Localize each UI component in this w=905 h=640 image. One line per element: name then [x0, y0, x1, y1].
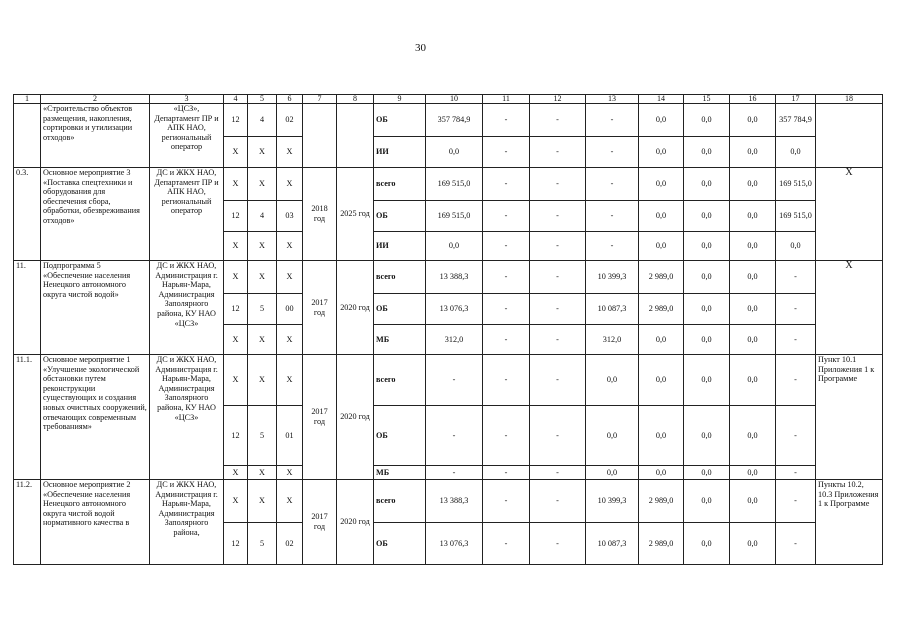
- code-gp-cell: 5: [248, 523, 277, 565]
- amount-cell-c17: -: [776, 355, 816, 406]
- amount-cell-c10: 13 076,3: [426, 523, 483, 565]
- amount-cell-c10: 312,0: [426, 325, 483, 355]
- amount-cell-c17: -: [776, 406, 816, 466]
- funding-source-cell: всего: [374, 480, 426, 523]
- column-header-10: 10: [426, 95, 483, 104]
- reference-note-cell: Х: [816, 261, 883, 355]
- code-grbs-cell: Х: [224, 232, 248, 261]
- amount-cell-c17: 0,0: [776, 137, 816, 168]
- code-grbs-cell: 12: [224, 294, 248, 325]
- amount-cell-c11: -: [483, 294, 530, 325]
- code-grbs-cell: Х: [224, 355, 248, 406]
- executor-cell: ДС и ЖКХ НАО, Администрация г. Нарьян-Мара, Администрация Заполярного района, КУ НАО «ЦСЗ»: [150, 261, 224, 355]
- amount-cell-c12: -: [530, 261, 586, 294]
- amount-cell-c16: 0,0: [730, 325, 776, 355]
- amount-cell-c17: 169 515,0: [776, 168, 816, 201]
- code-gp-cell: 5: [248, 294, 277, 325]
- amount-cell-c10: 13 388,3: [426, 261, 483, 294]
- end-year-cell: 2025 год: [337, 168, 374, 261]
- table-row: [14, 480, 883, 523]
- amount-cell-c16: 0,0: [730, 480, 776, 523]
- code-gp-cell: Х: [248, 261, 277, 294]
- amount-cell-c13: 10 087,3: [586, 523, 639, 565]
- amount-cell-c12: -: [530, 466, 586, 480]
- amount-cell-c17: -: [776, 480, 816, 523]
- amount-cell-c11: -: [483, 466, 530, 480]
- funding-source-cell: ИИ: [374, 232, 426, 261]
- amount-cell-c13: 312,0: [586, 325, 639, 355]
- row-number-cell: 11.2.: [14, 480, 41, 565]
- column-header-16: 16: [730, 95, 776, 104]
- code-pp-cell: 01: [277, 406, 303, 466]
- amount-cell-c12: -: [530, 325, 586, 355]
- amount-cell-c15: 0,0: [684, 325, 730, 355]
- amount-cell-c14: 0,0: [639, 104, 684, 137]
- column-header-3: 3: [150, 95, 224, 104]
- reference-note-cell: Пункт 10.1 Приложения 1 к Программе: [816, 355, 883, 480]
- amount-cell-c14: 0,0: [639, 232, 684, 261]
- amount-cell-c11: -: [483, 137, 530, 168]
- code-grbs-cell: 12: [224, 523, 248, 565]
- measure-name-cell: Основное мероприятие 1 «Улучшение экологической обстановки путем реконструкции существующих и создания новых очистных сооружений, отвечающих современным требованиям»: [41, 355, 150, 480]
- reference-note-cell: Х: [816, 168, 883, 261]
- measure-name-cell: Подпрограмма 5 «Обеспечение населения Ненецкого автономного округа чистой водой»: [41, 261, 150, 355]
- code-pp-cell: 00: [277, 294, 303, 325]
- column-header-1: 1: [14, 95, 41, 104]
- start-year-cell: 2018 год: [303, 168, 337, 261]
- amount-cell-c13: -: [586, 232, 639, 261]
- amount-cell-c10: 169 515,0: [426, 168, 483, 201]
- amount-cell-c11: -: [483, 168, 530, 201]
- code-grbs-cell: Х: [224, 325, 248, 355]
- amount-cell-c13: 0,0: [586, 466, 639, 480]
- start-year-cell: [303, 104, 337, 168]
- code-gp-cell: 5: [248, 406, 277, 466]
- column-header-17: 17: [776, 95, 816, 104]
- code-pp-cell: Х: [277, 137, 303, 168]
- executor-cell: ДС и ЖКХ НАО, Департамент ПР и АПК НАО, региональный оператор: [150, 168, 224, 261]
- funding-source-cell: ОБ: [374, 406, 426, 466]
- amount-cell-c11: -: [483, 104, 530, 137]
- amount-cell-c10: -: [426, 466, 483, 480]
- code-gp-cell: Х: [248, 137, 277, 168]
- amount-cell-c16: 0,0: [730, 294, 776, 325]
- code-gp-cell: Х: [248, 168, 277, 201]
- funding-source-cell: ОБ: [374, 523, 426, 565]
- table-row: [14, 104, 883, 137]
- amount-cell-c14: 2 989,0: [639, 294, 684, 325]
- code-grbs-cell: 12: [224, 201, 248, 232]
- page-number: 30: [415, 42, 426, 54]
- amount-cell-c13: 10 399,3: [586, 261, 639, 294]
- amount-cell-c17: 0,0: [776, 232, 816, 261]
- code-grbs-cell: 12: [224, 406, 248, 466]
- table-body: [14, 95, 883, 565]
- amount-cell-c10: 0,0: [426, 232, 483, 261]
- code-gp-cell: Х: [248, 232, 277, 261]
- amount-cell-c12: -: [530, 104, 586, 137]
- code-gp-cell: Х: [248, 466, 277, 480]
- amount-cell-c14: 2 989,0: [639, 261, 684, 294]
- funding-source-cell: ОБ: [374, 201, 426, 232]
- amount-cell-c11: -: [483, 232, 530, 261]
- amount-cell-c15: 0,0: [684, 168, 730, 201]
- funding-source-cell: ОБ: [374, 294, 426, 325]
- code-pp-cell: Х: [277, 232, 303, 261]
- code-gp-cell: Х: [248, 480, 277, 523]
- column-header-11: 11: [483, 95, 530, 104]
- amount-cell-c15: 0,0: [684, 261, 730, 294]
- code-pp-cell: 03: [277, 201, 303, 232]
- code-pp-cell: Х: [277, 168, 303, 201]
- column-header-4: 4: [224, 95, 248, 104]
- amount-cell-c16: 0,0: [730, 406, 776, 466]
- code-grbs-cell: Х: [224, 261, 248, 294]
- start-year-cell: 2017 год: [303, 261, 337, 355]
- code-gp-cell: Х: [248, 325, 277, 355]
- amount-cell-c13: 10 399,3: [586, 480, 639, 523]
- amount-cell-c16: 0,0: [730, 137, 776, 168]
- amount-cell-c14: 2 989,0: [639, 480, 684, 523]
- amount-cell-c15: 0,0: [684, 104, 730, 137]
- column-header-14: 14: [639, 95, 684, 104]
- code-grbs-cell: Х: [224, 137, 248, 168]
- amount-cell-c11: -: [483, 325, 530, 355]
- row-number-cell: 0.3.: [14, 168, 41, 261]
- amount-cell-c12: -: [530, 232, 586, 261]
- measure-name-cell: Основное мероприятие 2 «Обеспечение населения Ненецкого автономного округа чистой водой нормативного качества в: [41, 480, 150, 565]
- end-year-cell: 2020 год: [337, 261, 374, 355]
- column-header-15: 15: [684, 95, 730, 104]
- column-header-13: 13: [586, 95, 639, 104]
- amount-cell-c14: 0,0: [639, 168, 684, 201]
- code-grbs-cell: Х: [224, 466, 248, 480]
- amount-cell-c10: -: [426, 355, 483, 406]
- code-pp-cell: 02: [277, 104, 303, 137]
- amount-cell-c15: 0,0: [684, 355, 730, 406]
- amount-cell-c14: 0,0: [639, 355, 684, 406]
- row-number-cell: [14, 104, 41, 168]
- code-gp-cell: Х: [248, 355, 277, 406]
- funding-source-cell: МБ: [374, 466, 426, 480]
- amount-cell-c15: 0,0: [684, 523, 730, 565]
- amount-cell-c15: 0,0: [684, 406, 730, 466]
- amount-cell-c16: 0,0: [730, 261, 776, 294]
- amount-cell-c12: -: [530, 137, 586, 168]
- amount-cell-c16: 0,0: [730, 355, 776, 406]
- code-gp-cell: 4: [248, 104, 277, 137]
- column-header-5: 5: [248, 95, 277, 104]
- amount-cell-c17: -: [776, 261, 816, 294]
- amount-cell-c16: 0,0: [730, 201, 776, 232]
- table-row: [14, 261, 883, 294]
- reference-note-cell: [816, 104, 883, 168]
- amount-cell-c11: -: [483, 355, 530, 406]
- column-header-7: 7: [303, 95, 337, 104]
- code-pp-cell: 02: [277, 523, 303, 565]
- funding-source-cell: ИИ: [374, 137, 426, 168]
- program-funding-table: [13, 94, 883, 565]
- amount-cell-c12: -: [530, 406, 586, 466]
- amount-cell-c15: 0,0: [684, 480, 730, 523]
- amount-cell-c13: -: [586, 168, 639, 201]
- amount-cell-c10: 169 515,0: [426, 201, 483, 232]
- amount-cell-c16: 0,0: [730, 232, 776, 261]
- amount-cell-c12: -: [530, 201, 586, 232]
- amount-cell-c14: 2 989,0: [639, 523, 684, 565]
- code-pp-cell: Х: [277, 355, 303, 406]
- amount-cell-c13: 0,0: [586, 406, 639, 466]
- amount-cell-c10: -: [426, 406, 483, 466]
- code-pp-cell: Х: [277, 325, 303, 355]
- column-header-18: 18: [816, 95, 883, 104]
- amount-cell-c10: 13 076,3: [426, 294, 483, 325]
- amount-cell-c14: 0,0: [639, 406, 684, 466]
- amount-cell-c12: -: [530, 480, 586, 523]
- code-pp-cell: Х: [277, 466, 303, 480]
- executor-cell: «ЦСЗ», Департамент ПР и АПК НАО, региональный оператор: [150, 104, 224, 168]
- amount-cell-c14: 0,0: [639, 466, 684, 480]
- amount-cell-c13: 10 087,3: [586, 294, 639, 325]
- executor-cell: ДС и ЖКХ НАО, Администрация г. Нарьян-Мара, Администрация Заполярного района, КУ НАО «ЦСЗ»: [150, 355, 224, 480]
- amount-cell-c17: -: [776, 466, 816, 480]
- table-row: [14, 168, 883, 201]
- amount-cell-c13: -: [586, 104, 639, 137]
- column-header-12: 12: [530, 95, 586, 104]
- code-grbs-cell: Х: [224, 168, 248, 201]
- amount-cell-c17: -: [776, 325, 816, 355]
- amount-cell-c12: -: [530, 355, 586, 406]
- amount-cell-c16: 0,0: [730, 523, 776, 565]
- amount-cell-c10: 357 784,9: [426, 104, 483, 137]
- amount-cell-c17: -: [776, 294, 816, 325]
- executor-cell: ДС и ЖКХ НАО, Администрация г. Нарьян-Мара, Администрация Заполярного района,: [150, 480, 224, 565]
- amount-cell-c17: 169 515,0: [776, 201, 816, 232]
- amount-cell-c15: 0,0: [684, 466, 730, 480]
- measure-name-cell: «Строительство объектов размещения, накопления, сортировки и утилизации отходов»: [41, 104, 150, 168]
- column-header-6: 6: [277, 95, 303, 104]
- code-grbs-cell: Х: [224, 480, 248, 523]
- amount-cell-c16: 0,0: [730, 168, 776, 201]
- amount-cell-c14: 0,0: [639, 137, 684, 168]
- code-gp-cell: 4: [248, 201, 277, 232]
- amount-cell-c15: 0,0: [684, 232, 730, 261]
- funding-source-cell: ОБ: [374, 104, 426, 137]
- amount-cell-c17: -: [776, 523, 816, 565]
- amount-cell-c10: 13 388,3: [426, 480, 483, 523]
- amount-cell-c11: -: [483, 201, 530, 232]
- funding-source-cell: всего: [374, 355, 426, 406]
- amount-cell-c11: -: [483, 480, 530, 523]
- amount-cell-c12: -: [530, 168, 586, 201]
- amount-cell-c11: -: [483, 261, 530, 294]
- column-header-9: 9: [374, 95, 426, 104]
- amount-cell-c13: -: [586, 201, 639, 232]
- code-grbs-cell: 12: [224, 104, 248, 137]
- funding-source-cell: всего: [374, 261, 426, 294]
- reference-note-cell: Пункты 10.2, 10.3 Приложения 1 к Программе: [816, 480, 883, 565]
- amount-cell-c16: 0,0: [730, 104, 776, 137]
- start-year-cell: 2017 год: [303, 480, 337, 565]
- column-header-2: 2: [41, 95, 150, 104]
- code-pp-cell: Х: [277, 480, 303, 523]
- row-number-cell: 11.1.: [14, 355, 41, 480]
- amount-cell-c14: 0,0: [639, 325, 684, 355]
- end-year-cell: [337, 104, 374, 168]
- row-number-cell: 11.: [14, 261, 41, 355]
- table-row: [14, 355, 883, 406]
- end-year-cell: 2020 год: [337, 355, 374, 480]
- amount-cell-c16: 0,0: [730, 466, 776, 480]
- amount-cell-c11: -: [483, 523, 530, 565]
- code-pp-cell: Х: [277, 261, 303, 294]
- funding-source-cell: всего: [374, 168, 426, 201]
- amount-cell-c17: 357 784,9: [776, 104, 816, 137]
- amount-cell-c12: -: [530, 523, 586, 565]
- amount-cell-c12: -: [530, 294, 586, 325]
- amount-cell-c15: 0,0: [684, 137, 730, 168]
- amount-cell-c14: 0,0: [639, 201, 684, 232]
- amount-cell-c10: 0,0: [426, 137, 483, 168]
- amount-cell-c15: 0,0: [684, 201, 730, 232]
- column-header-8: 8: [337, 95, 374, 104]
- amount-cell-c13: 0,0: [586, 355, 639, 406]
- column-number-row: [14, 95, 883, 104]
- amount-cell-c11: -: [483, 406, 530, 466]
- funding-source-cell: МБ: [374, 325, 426, 355]
- start-year-cell: 2017 год: [303, 355, 337, 480]
- measure-name-cell: Основное мероприятие 3 «Поставка спецтехники и оборудования для обеспечения сбора, обработки, обезвреживания отходов»: [41, 168, 150, 261]
- amount-cell-c15: 0,0: [684, 294, 730, 325]
- end-year-cell: 2020 год: [337, 480, 374, 565]
- amount-cell-c13: -: [586, 137, 639, 168]
